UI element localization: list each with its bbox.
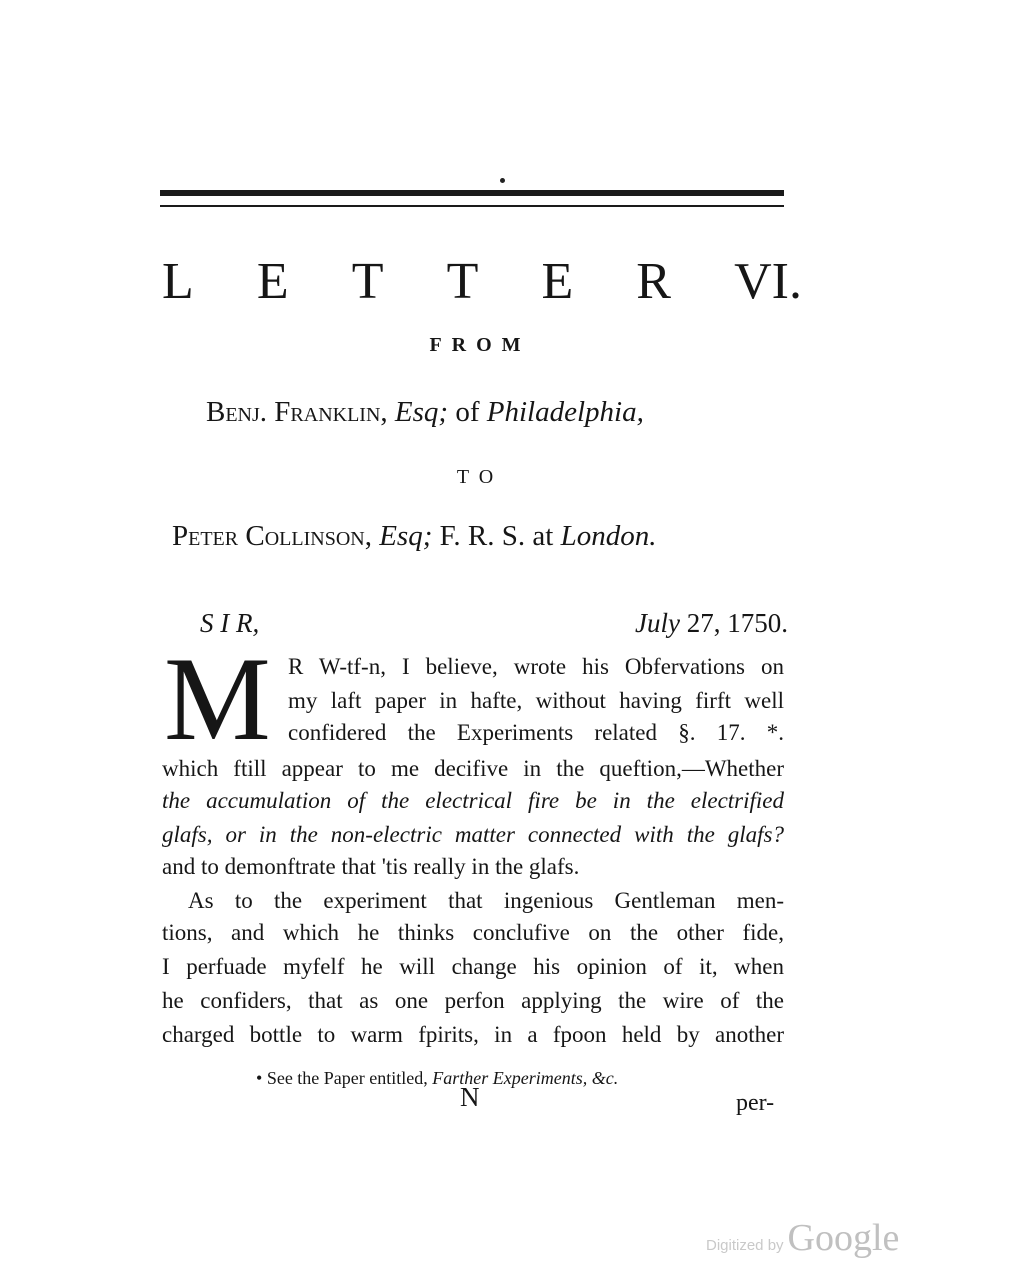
footnote-marker: • bbox=[256, 1068, 263, 1088]
recipient-frs: F. R. S. bbox=[439, 520, 526, 552]
to-label: TO bbox=[456, 466, 504, 488]
letter-date bbox=[635, 606, 788, 640]
body-line-italic: glafs, or in the non-electric matter connected with the glafs? bbox=[162, 822, 784, 847]
date-month: July bbox=[635, 608, 680, 638]
heading-letter: T bbox=[446, 253, 479, 310]
heading-letter: E bbox=[256, 253, 289, 310]
sender-esq: Esq; bbox=[394, 396, 449, 428]
body-line: tions, and which he thinks conclufive on the other fide, bbox=[162, 920, 784, 945]
top-rule-thin bbox=[160, 205, 784, 207]
recipient-name: Peter Collinson, bbox=[172, 520, 372, 552]
footnote bbox=[256, 1066, 618, 1090]
body-line: which ftill appear to me decifive in the queftion,—Whether bbox=[162, 756, 784, 781]
paragraph-start-line: As to the experiment that ingenious Gentleman men- bbox=[188, 888, 784, 913]
recipient-at: at bbox=[532, 520, 554, 552]
salutation: S I R, bbox=[200, 608, 260, 638]
body-line-italic: the accumulation of the electrical fire be in the electrified bbox=[162, 788, 784, 813]
heading-letter: T bbox=[351, 253, 384, 310]
digitization-watermark bbox=[706, 1216, 899, 1260]
catchword: per- bbox=[736, 1090, 775, 1116]
body-line: my laft paper in hafte, without having firft well bbox=[288, 688, 784, 713]
watermark-prefix: Digitized by bbox=[706, 1237, 784, 1254]
drop-capital: M bbox=[164, 632, 271, 765]
watermark-brand: Google bbox=[787, 1217, 900, 1259]
heading-letter: E bbox=[541, 253, 574, 310]
signature-mark: N bbox=[460, 1082, 480, 1112]
body-line: confidered the Experiments related §. 17. *. bbox=[288, 720, 784, 745]
body-line: R W-tf-n, I believe, wrote his Obfervations on bbox=[288, 654, 784, 679]
sender-name: Benj. Franklin, bbox=[206, 396, 388, 428]
footnote-title: Farther Experiments, &c. bbox=[432, 1068, 619, 1088]
sender-of: of bbox=[455, 396, 480, 428]
letter-heading bbox=[162, 252, 802, 312]
sender-place: Philadelphia, bbox=[486, 396, 644, 428]
recipient-place: London. bbox=[560, 520, 657, 552]
heading-letter: L bbox=[162, 253, 194, 310]
salutation-row bbox=[200, 606, 788, 640]
ornament-dot bbox=[500, 178, 505, 183]
from-label: FROM bbox=[429, 334, 531, 356]
heading-letter: R bbox=[636, 253, 671, 310]
date-rest: 27, 1750. bbox=[686, 608, 788, 638]
recipient-esq: Esq; bbox=[379, 520, 433, 552]
sender-line bbox=[206, 394, 786, 430]
heading-numeral: VI. bbox=[734, 253, 802, 310]
body-line: charged bottle to warm fpirits, in a fpoon held by another bbox=[162, 1022, 784, 1047]
body-line: he confiders, that as one perfon applying the wire of the bbox=[162, 988, 784, 1013]
body-line: and to demonftrate that 'tis really in the glafs. bbox=[162, 854, 580, 879]
top-rule-thick bbox=[160, 190, 784, 196]
recipient-line bbox=[172, 518, 792, 554]
footnote-text: See the Paper entitled, bbox=[266, 1068, 428, 1088]
body-line: I perfuade myfelf he will change his opinion of it, when bbox=[162, 954, 784, 979]
